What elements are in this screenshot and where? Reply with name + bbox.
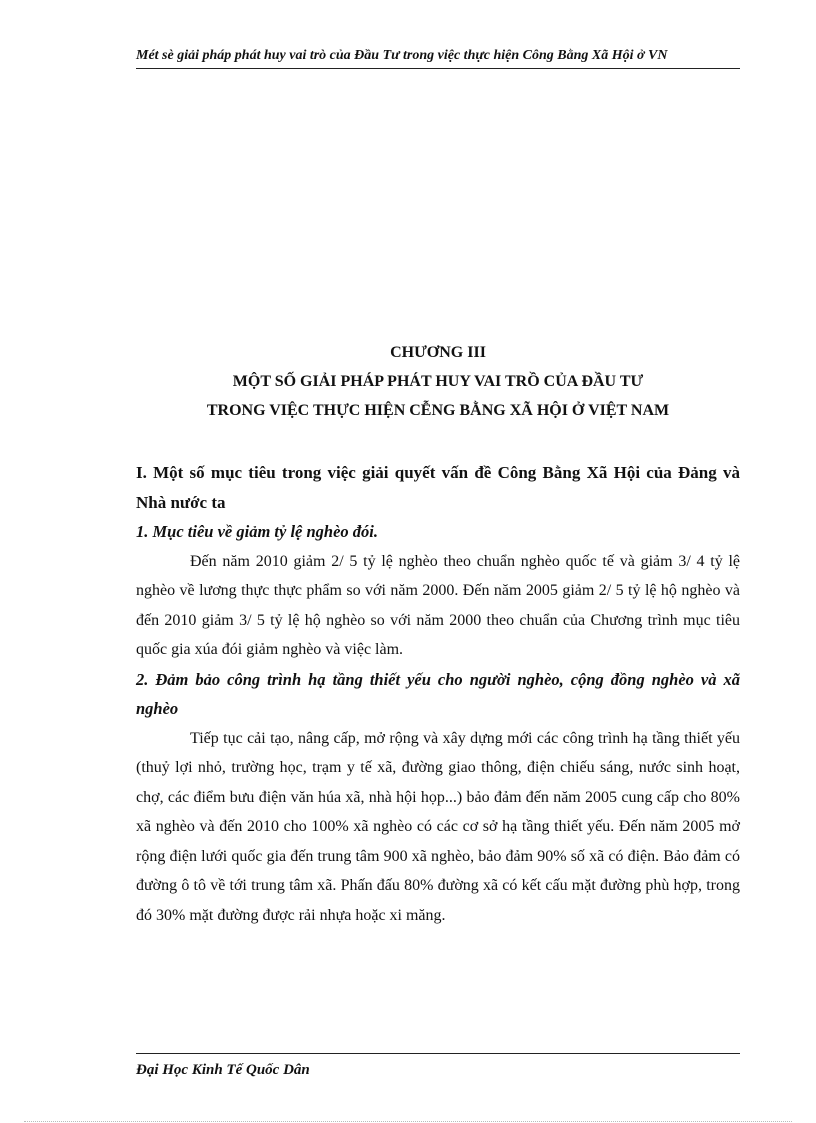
page-header (136, 46, 740, 69)
chapter-title-line-1: MỘT SỐ GIẢI PHÁP PHÁT HUY VAI TRỒ CỦA ĐẦU TƯ (232, 373, 644, 390)
page-footer (136, 1053, 740, 1084)
subsection-heading-1: 1. Mục tiêu về giảm tỷ lệ nghèo đói. (136, 522, 378, 541)
chapter-title-line-2: TRONG VIỆC THỰC HIỆN CỄNG BẰNG XÃ HỘI Ở VIỆT NAM (206, 402, 670, 419)
section-heading: I. Một số mục tiêu trong việc giải quyết vấn đề Công Bằng Xã Hội của Đảng và Nhà nước ta (136, 463, 740, 512)
chapter-number: CHƯƠNG III (390, 344, 486, 361)
document-body (136, 458, 740, 930)
paragraph-2: Tiếp tục cải tạo, nâng cấp, mở rộng và xây dựng mới các công trình hạ tầng thiết yếu (thuỷ lợi nhỏ, trường học, trạm y tế xã, đường giao thông, điện chiếu sáng, nước sinh hoạt, chợ, các điểm bưu điện văn húa xã, nhà hội họp...) bảo đảm đến năm 2005 cung cấp cho 80% xã nghèo và đến 2010 cho 100% xã nghèo có các cơ sở hạ tầng thiết yếu. Đến năm 2005 mở rộng điện lưới quốc gia đến trung tâm 900 xã nghèo, bảo đảm 90% số xã có điện. Bảo đảm có đường ô tô về tới trung tâm xã. Phấn đấu 80% đường xã có kết cấu mặt đường phù hợp, trong đó 30% mặt đường được rải nhựa hoặc xi măng. (136, 729, 740, 924)
paragraph-1: Đến năm 2010 giảm 2/ 5 tỷ lệ nghèo theo chuẩn nghèo quốc tế và giảm 3/ 4 tỷ lệ nghèo về lương thực thực phẩm so với năm 2000. Đến năm 2005 giảm 2/ 5 tỷ lệ hộ nghèo và đến 2010 giảm 3/ 5 tỷ lệ hộ nghèo so với năm 2000 theo chuẩn của Chương trình mục tiêu quốc gia xúa đói giảm nghèo và việc làm. (136, 552, 740, 658)
page-footer-text: Đại Học Kinh Tế Quốc Dân (136, 1062, 310, 1078)
chapter-title-block (136, 338, 740, 425)
page-bottom-divider (24, 1121, 792, 1122)
subsection-heading-2: 2. Đảm bảo công trình hạ tầng thiết yếu cho người nghèo, cộng đồng nghèo và xã nghèo (136, 669, 740, 718)
page-header-text: Mét sè giải pháp phát huy vai trò của Đầu Tư trong việc thực hiện Công Bằng Xã Hội ở VN (136, 48, 668, 63)
